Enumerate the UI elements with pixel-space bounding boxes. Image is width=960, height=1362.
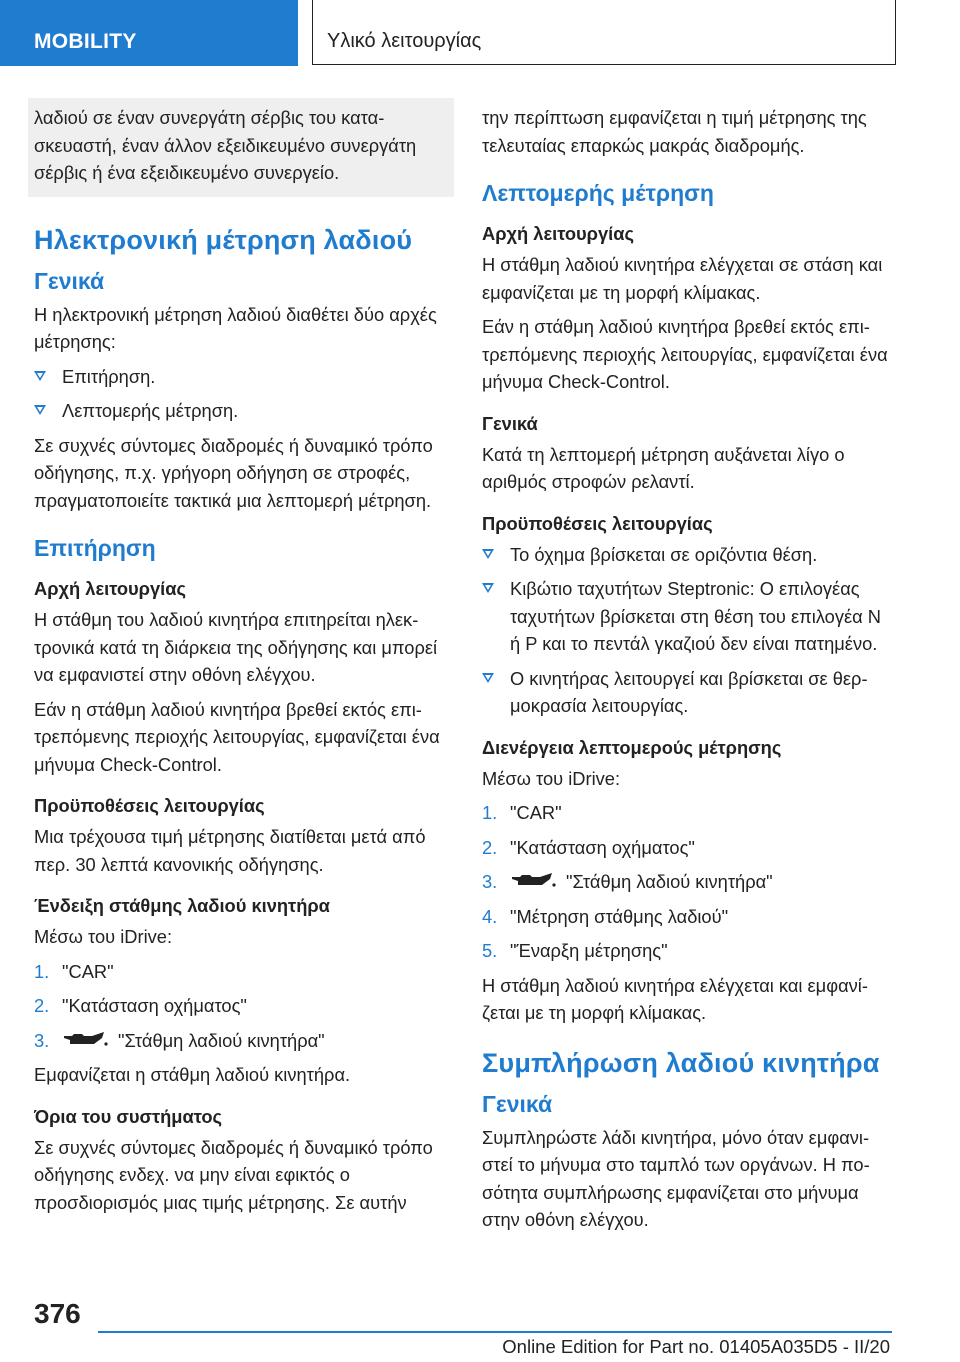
heading-system-limits: Όρια του συστήματος <box>34 1105 223 1127</box>
paragraph: Εμφανίζεται η στάθμη λαδιού κινητήρα. <box>34 1064 351 1085</box>
list-item <box>34 397 444 425</box>
heading-oil-level-display: Ένδειξη στάθμης λαδιού κινητήρα <box>34 895 330 916</box>
list-item <box>482 575 892 658</box>
list-item-text: Το όχημα βρίσκεται σε οριζόντια θέση. <box>510 543 818 565</box>
paragraph: Η στάθμη λαδιού κινητήρα ελέγχεται σε στάση και εμφανίζεται με τη μορφή κλίμακας. <box>482 254 883 303</box>
step-number: 3. <box>34 1029 50 1051</box>
heading-principle: Αρχή λειτουργίας <box>34 578 186 599</box>
step-item <box>34 1027 444 1055</box>
paragraph: Σε συχνές σύντομες διαδρομές ή δυναμικό τρόπο οδήγησης, π.χ. γρήγορη οδήγηση σε στροφές, πραγματοποιείτε τακτικά μια λεπτομερή μέτρηση. <box>34 434 433 511</box>
heading-general: Γενικά <box>482 1090 553 1117</box>
note-text: λαδιού σε έναν συνεργάτη σέρβις του κατασκευαστή, έναν άλλον εξειδικευμένο συνεργάτη σέρβις ή ένα εξειδικευμένο συνεργείο. <box>34 107 417 183</box>
triangle-bullet-icon <box>34 405 46 415</box>
footer-divider <box>98 1331 892 1333</box>
note-box <box>28 98 454 197</box>
paragraph: Η στάθμη λαδιού κινητήρα ελέγχεται και εμφανίζεται με τη μορφή κλίμακας. <box>482 974 868 1023</box>
step-number: 2. <box>34 995 50 1016</box>
step-number: 3. <box>482 871 498 892</box>
step-number: 2. <box>482 836 498 858</box>
step-item <box>482 868 892 896</box>
oil-can-icon <box>510 871 556 891</box>
oil-can-icon <box>62 1030 108 1050</box>
list-item <box>482 665 892 720</box>
step-number: 4. <box>482 905 498 927</box>
chapter-title-box <box>312 0 896 65</box>
heading-prerequisites: Προϋποθέσεις λειτουργίας <box>34 795 265 816</box>
paragraph: Μια τρέχουσα τιμή μέτρησης διατίθεται μετά από περ. 30 λεπτά κανονικής οδήγησης. <box>34 826 426 875</box>
triangle-bullet-icon <box>34 371 46 381</box>
step-number: 5. <box>482 940 498 961</box>
step-item <box>34 958 444 986</box>
edition-note: Online Edition for Part no. 01405A035D5 - II/20 <box>502 1336 890 1357</box>
section-tab <box>0 0 298 66</box>
paragraph: Σε συχνές σύντομες διαδρομές ή δυναμικό τρόπο οδήγησης ενδεχ. να μην είναι εφικτός ο προσδιορισμός μιας τιμής μέτρησης. Σε αυτήν <box>34 1136 433 1213</box>
step-text: "Έναρξη μέτρησης" <box>510 940 668 961</box>
heading-general: Γενικά <box>34 267 105 294</box>
paragraph: Μέσω του iDrive: <box>482 767 621 789</box>
paragraph: Η στάθμη του λαδιού κινητήρα επιτηρείται ηλεκτρονικά κατά τη διάρκεια της οδήγησης και μπορεί να εμφανιστεί στην οθόνη ελέγχου. <box>34 609 438 685</box>
paragraph: Εάν η στάθμη λαδιού κινητήρα βρεθεί εκτός επιτρεπόμενης περιοχής λειτουργίας, εμφανίζεται ένα μήνυμα Check-Control. <box>482 316 888 392</box>
step-text: "CAR" <box>510 802 562 823</box>
step-number: 1. <box>482 802 498 823</box>
list-item-text: Ο κινητήρας λειτουργεί και βρίσκεται σε θερμοκρασία λειτουργίας. <box>510 667 868 716</box>
heading-detailed-measurement: Λεπτομερής μέτρηση <box>482 180 714 206</box>
paragraph: Μέσω του iDrive: <box>34 926 173 947</box>
step-text: "CAR" <box>62 960 114 982</box>
step-item <box>482 834 892 862</box>
heading-principle: Αρχή λειτουργίας <box>482 223 634 244</box>
page-header <box>0 0 960 66</box>
right-column <box>482 98 892 1241</box>
step-item <box>482 799 892 827</box>
step-text: "Στάθμη λαδιού κινητήρα" <box>566 871 773 892</box>
left-column <box>34 98 444 1223</box>
heading-electronic-oil-measurement: Ηλεκτρονική μέτρηση λαδιού <box>34 224 413 255</box>
list-item-text: Λεπτομερής μέτρηση. <box>62 400 239 421</box>
step-item <box>34 992 444 1020</box>
heading-monitoring: Επιτήρηση <box>34 535 156 561</box>
step-text: "Στάθμη λαδιού κινητήρα" <box>118 1029 325 1051</box>
triangle-bullet-icon <box>482 583 494 593</box>
paragraph: Εάν η στάθμη λαδιού κινητήρα βρεθεί εκτός επιτρεπόμενης περιοχής λειτουργίας, εμφανίζεται ένα μήνυμα Check-Control. <box>34 698 440 775</box>
paragraph: Η ηλεκτρονική μέτρηση λαδιού διαθέτει δύο αρχές μέτρησης: <box>34 303 437 352</box>
heading-execute-measurement: Διενέργεια λεπτομερούς μέτρησης <box>482 736 782 758</box>
page-number: 376 <box>34 1298 81 1329</box>
list-item <box>482 541 892 569</box>
paragraph: την περίπτωση εμφανίζεται η τιμή μέτρησης της τελευταίας επαρκώς μακράς διαδρομής. <box>482 107 867 156</box>
step-text: "Κατάσταση οχήματος" <box>510 836 695 858</box>
step-text: "Μέτρηση στάθμης λαδιού" <box>510 905 729 927</box>
step-number: 1. <box>34 960 50 982</box>
heading-refill-engine-oil: Συμπλήρωση λαδιού κινητήρα <box>482 1047 880 1078</box>
chapter-title: Υλικό λειτουργίας <box>327 30 482 52</box>
heading-prerequisites: Προϋποθέσεις λειτουργίας <box>482 512 713 534</box>
list-item-text: Επιτήρηση. <box>62 365 156 387</box>
heading-general: Γενικά <box>482 412 538 434</box>
section-label: MOBILITY <box>34 30 137 53</box>
step-text: "Κατάσταση οχήματος" <box>62 995 247 1016</box>
triangle-bullet-icon <box>482 673 494 683</box>
triangle-bullet-icon <box>482 549 494 559</box>
paragraph: Κατά τη λεπτομερή μέτρηση αυξάνεται λίγο ο αριθμός στροφών ρελαντί. <box>482 443 845 492</box>
paragraph: Συμπληρώστε λάδι κινητήρα, μόνο όταν εμφανιστεί το μήνυμα στο ταμπλό των οργάνων. Η ποσότητα συμπλήρωσης εμφανίζεται στο μήνυμα στην οθόνη ελέγχου. <box>482 1126 870 1230</box>
list-item <box>34 363 444 391</box>
step-item <box>482 937 892 965</box>
step-item <box>482 903 892 931</box>
list-item-text: Κιβώτιο ταχυτήτων Steptronic: Ο επιλογέας ταχυτήτων βρίσκεται στη θέση του επιλογέα N ή P και το πεντάλ γκαζιού δεν είναι πατημένο. <box>510 578 881 654</box>
